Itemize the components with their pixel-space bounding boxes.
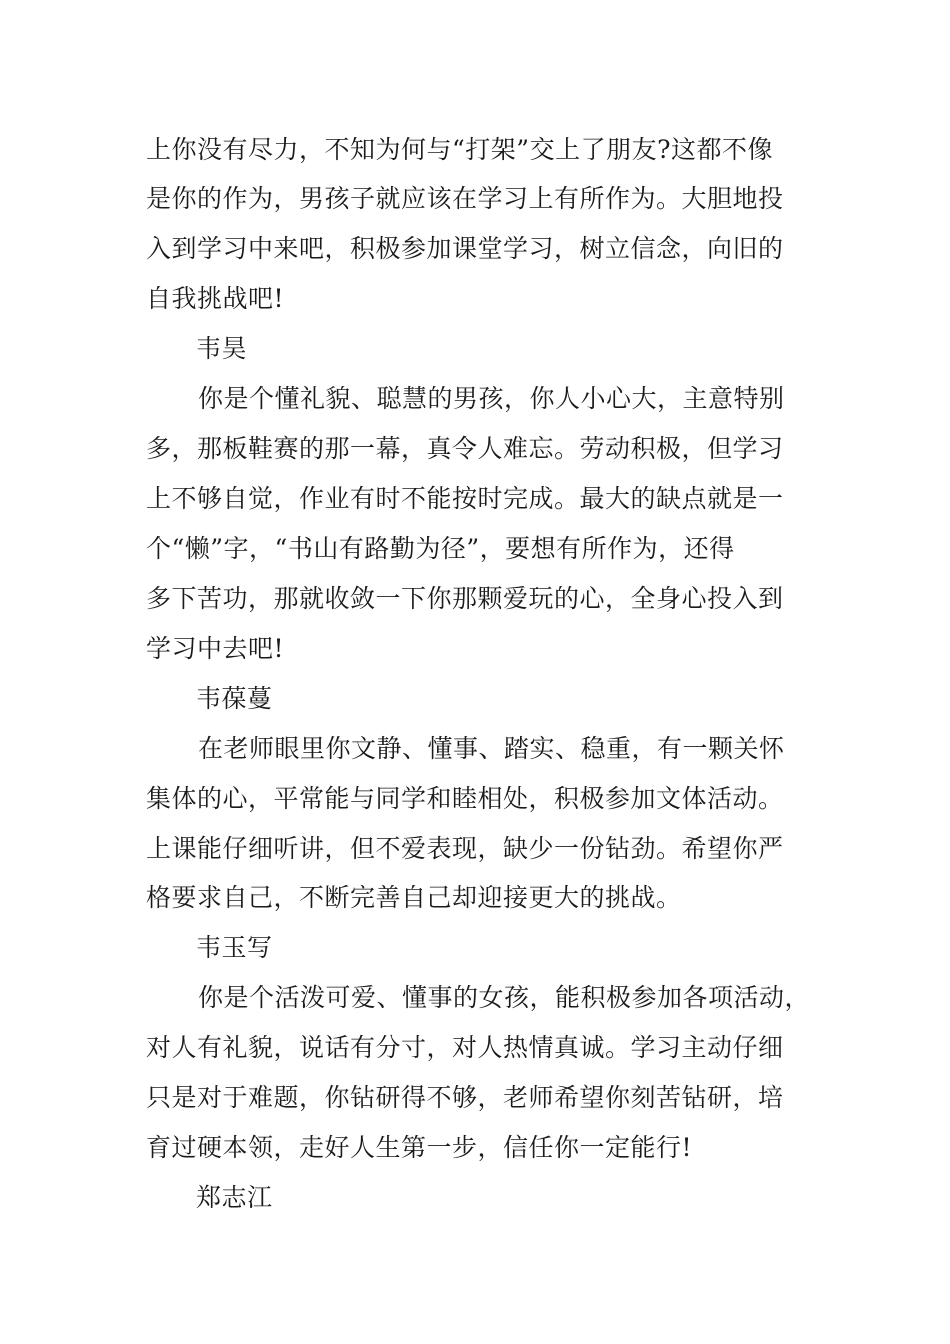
paragraph-line: 育过硬本领，走好人生第一步，信任你一定能行! <box>146 1133 693 1162</box>
paragraph-line: 是你的作为，男孩子就应该在学习上有所作为。大胆地投 <box>146 184 784 213</box>
paragraph-line: 集体的心，平常能与同学和睦相处，积极参加文体活动。 <box>146 784 784 813</box>
paragraph-line: 自我挑战吧! <box>146 284 285 313</box>
paragraph-line: 入到学习中来吧，积极参加课堂学习，树立信念，向旧的 <box>146 234 784 263</box>
student-name: 郑志江 <box>196 1183 273 1212</box>
paragraph-line: 上课能仔细听讲，但不爱表现，缺少一份钻劲。希望你严 <box>146 834 784 863</box>
paragraph-line: 多，那板鞋赛的那一幕，真令人难忘。劳动积极，但学习 <box>146 434 784 463</box>
paragraph-line: 对人有礼貌，说话有分寸，对人热情真诚。学习主动仔细 <box>146 1033 784 1062</box>
student-name: 韦葆蔓 <box>196 684 273 713</box>
paragraph-line: 你是个懂礼貌、聪慧的男孩，你人小心大，主意特别 <box>198 384 785 413</box>
student-name: 韦玉写 <box>196 933 273 962</box>
paragraph-line: 只是对于难题，你钻研得不够，老师希望你刻苦钻研，培 <box>146 1083 784 1112</box>
paragraph-line: 在老师眼里你文静、懂事、踏实、稳重，有一颗关怀 <box>198 734 785 763</box>
paragraph-line: 你是个活泼可爱、懂事的女孩，能积极参加各项活动， <box>198 983 811 1012</box>
student-name: 韦昊 <box>196 334 248 363</box>
paragraph-line: 上你没有尽力，不知为何与“打架”交上了朋友?这都不像 <box>146 135 773 164</box>
paragraph-line: 学习中去吧! <box>146 634 285 663</box>
paragraph-line: 多下苦功，那就收敛一下你那颗爱玩的心，全身心投入到 <box>146 584 784 613</box>
paragraph-line: 个“懒”字，“书山有路勤为径”，要想有所作为，还得 <box>146 534 735 563</box>
paragraph-line: 格要求自己，不断完善自己却迎接更大的挑战。 <box>146 883 682 912</box>
paragraph-line: 上不够自觉，作业有时不能按时完成。最大的缺点就是一 <box>146 484 784 513</box>
